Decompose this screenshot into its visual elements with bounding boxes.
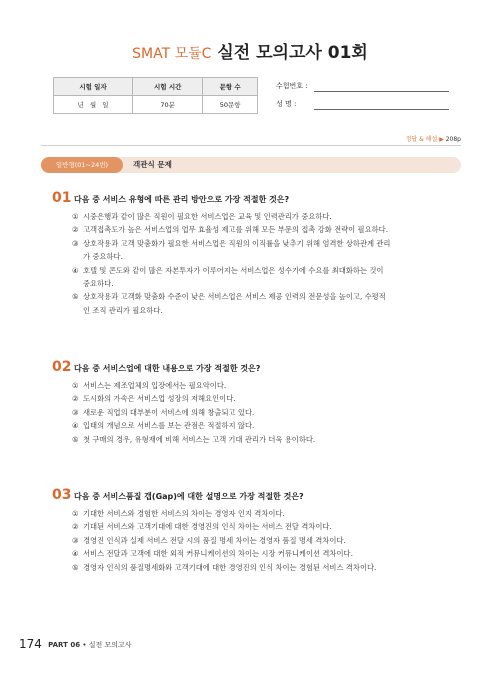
option-item-continued — [72, 304, 462, 317]
option-marker: ③ — [72, 407, 79, 417]
section-title: 객관식 문제 — [133, 160, 172, 169]
candidate-name-line — [314, 109, 449, 110]
question-03 — [52, 487, 462, 574]
option-text: 첫 구매의 경우, 유형재에 비해 서비스는 고객 기대 관리가 더욱 용이하다. — [83, 434, 316, 444]
option-marker: ④ — [72, 265, 79, 275]
option-text: 기대한 서비스와 경험한 서비스의 차이는 경영자 인지 격차이다. — [83, 509, 285, 518]
question-text: 다음 중 서비스업에 대한 내용으로 가장 적절한 것은? — [74, 364, 261, 373]
option-marker: ① — [72, 212, 79, 221]
info-header-date: 시험 일자 — [54, 78, 133, 96]
question-02 — [52, 359, 462, 446]
exam-info-table — [53, 77, 258, 114]
footer-separator: • — [82, 641, 87, 649]
option-text: 인 조직 관리가 필요하다. — [83, 305, 163, 315]
option-marker: ⑤ — [72, 434, 79, 444]
option-item — [72, 561, 462, 574]
option-item — [72, 290, 462, 303]
option-text: 상호작용과 고객화 맞춤화 수준이 낮은 서비스업은 서비스 제공 인력의 전문성을 높이고, 수평적 — [83, 292, 386, 302]
question-text: 다음 중 서비스 유형에 따른 관리 방안으로 가장 적절한 것은? — [74, 195, 290, 204]
option-text: 시중은행과 같이 많은 직원이 필요한 서비스업은 교육 및 인력관리가 중요하다. — [83, 212, 332, 221]
option-item-continued — [72, 277, 462, 290]
option-marker: ② — [72, 394, 79, 404]
page-footer — [19, 637, 132, 651]
option-item — [72, 419, 462, 432]
question-number: 01 — [52, 190, 72, 206]
option-marker: ② — [72, 225, 79, 235]
option-item — [72, 223, 462, 236]
arrow-right-icon: ▶ — [439, 136, 444, 143]
option-item — [72, 210, 462, 223]
option-text: 고객접촉도가 높은 서비스업의 업무 효율성 제고를 위해 모든 부문의 접촉 강화 전략이 필요하다. — [83, 225, 389, 235]
option-marker: ③ — [72, 535, 79, 545]
info-value-time: 70분 — [133, 96, 203, 114]
info-value-count: 50문항 — [203, 96, 258, 114]
answer-reference — [41, 134, 461, 143]
option-marker: ⑤ — [72, 562, 79, 572]
option-text: 기대된 서비스와 고객기대에 대한 경영진의 인식 차이는 서비스 전달 격차이다. — [83, 522, 332, 532]
option-text: 도시화의 가속은 서비스업 성장의 저해요인이다. — [83, 394, 236, 404]
option-item — [72, 547, 462, 560]
exam-title — [0, 38, 500, 63]
reference-page: 208p — [445, 136, 461, 143]
option-marker: ④ — [72, 421, 79, 431]
title-main: 실전 모의고사 01회 — [217, 43, 368, 63]
option-list — [72, 507, 462, 574]
option-marker: ② — [72, 522, 79, 532]
option-marker: ⑤ — [72, 292, 79, 302]
candidate-name-label: 성 명 : — [276, 100, 297, 108]
reference-label: 정답 & 해설 — [405, 136, 438, 143]
question-number: 02 — [52, 359, 72, 375]
info-value-date: 년 월 일 — [54, 96, 133, 114]
option-item — [72, 534, 462, 547]
option-item — [72, 379, 462, 392]
page-number: 174 — [19, 637, 42, 651]
info-header-count: 문항 수 — [203, 78, 258, 96]
section-header — [41, 157, 461, 173]
option-text: 가 중요하다. — [83, 252, 123, 262]
candidate-number-line — [314, 91, 449, 92]
option-text: 경영자 인식의 품질명세화와 고객기대에 대한 경영진의 인식 차이는 경험된 서비스 격차이다. — [83, 562, 377, 572]
candidate-name — [276, 99, 312, 109]
option-item — [72, 507, 462, 520]
option-item — [72, 520, 462, 533]
part-label: PART 06 — [48, 641, 81, 649]
option-list — [72, 210, 462, 317]
candidate-number — [276, 81, 312, 91]
option-text: 서비스는 제조업체의 입장에서는 필요악이다. — [83, 381, 227, 390]
title-prefix: SMAT 모듈C — [132, 46, 212, 62]
question-01 — [52, 190, 462, 317]
option-text: 새로운 직업의 대부분이 서비스에 의해 창출되고 있다. — [83, 407, 255, 417]
option-item — [72, 406, 462, 419]
option-text: 경영진 인식과 실제 서비스 전달 시의 품질 명세 차이는 경영자 품질 명세 격차이다. — [83, 535, 346, 545]
candidate-number-label: 수험번호 : — [276, 82, 308, 90]
option-item — [72, 433, 462, 446]
option-item — [72, 392, 462, 405]
option-text: 상호작용과 고객 맞춤화가 필요한 서비스업은 직원의 이직률을 낮추기 위해 엄격한 상하관계 관리 — [83, 238, 391, 248]
option-text: 호텔 및 콘도와 같이 많은 자본투자가 이루어지는 서비스업은 성수기에 수요를 최대화하는 것이 — [83, 265, 384, 275]
option-list — [72, 379, 462, 446]
divider — [41, 145, 461, 146]
question-text: 다음 중 서비스품질 갭(Gap)에 대한 설명으로 가장 적절한 것은? — [74, 492, 304, 501]
question-number: 03 — [52, 487, 72, 503]
chapter-label: 실전 모의고사 — [88, 641, 132, 649]
info-header-time: 시험 시간 — [133, 78, 203, 96]
option-text: 중요하다. — [83, 279, 114, 289]
option-text: 서비스 전달과 고객에 대한 외적 커뮤니케이션의 차이는 시장 커뮤니케이션 격차이다. — [83, 549, 353, 559]
option-item — [72, 237, 462, 250]
option-marker: ④ — [72, 549, 79, 559]
option-marker: ① — [72, 509, 79, 518]
section-range-badge: 일반형(01~24번) — [41, 157, 123, 173]
option-marker: ① — [72, 381, 79, 390]
option-item — [72, 264, 462, 277]
option-text: 입태의 개념으로 서비스를 보는 관점은 적절하지 않다. — [83, 421, 255, 431]
option-marker: ③ — [72, 238, 79, 248]
option-item-continued — [72, 250, 462, 263]
